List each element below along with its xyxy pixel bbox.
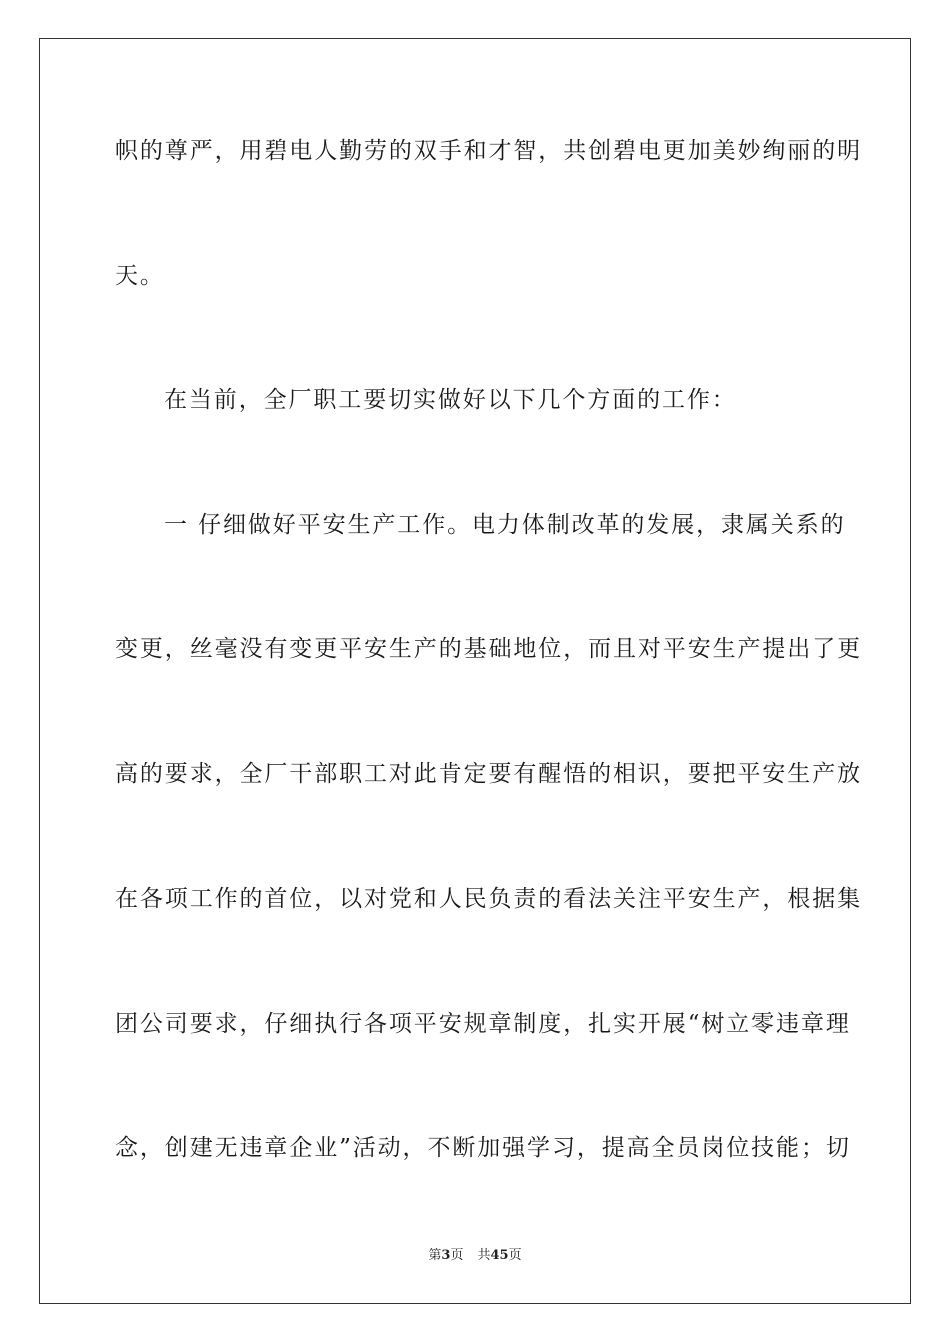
page-border xyxy=(39,38,911,1304)
paragraph-first-line: 在当前，全厂职工要切实做好以下几个方面的工作： xyxy=(164,387,737,413)
page-footer xyxy=(0,1247,950,1265)
total-pages-label: 共45页 xyxy=(477,1248,522,1263)
body-text-line: 天。 xyxy=(115,263,165,289)
body-text-line: 团公司要求，仔细执行各项平安规章制度，扎实开展“树立零违章理 xyxy=(115,1011,851,1037)
paragraph-first-line: 一 仔细做好平安生产工作。电力体制改革的发展，隶属关系的 xyxy=(164,512,846,538)
body-text-line: 高的要求，全厂干部职工对此肯定要有醒悟的相识，要把平安生产放 xyxy=(115,761,862,787)
body-text-line: 念，创建无违章企业”活动，不断加强学习，提高全员岗位技能；切 xyxy=(115,1135,851,1161)
page-number-label: 第3页 xyxy=(428,1248,464,1263)
body-text-line: 帜的尊严，用碧电人勤劳的双手和才智，共创碧电更加美妙绚丽的明 xyxy=(115,138,862,164)
body-text-line: 变更，丝毫没有变更平安生产的基础地位，而且对平安生产提出了更 xyxy=(115,636,862,662)
body-text-line: 在各项工作的首位，以对党和人民负责的看法关注平安生产，根据集 xyxy=(115,886,862,912)
